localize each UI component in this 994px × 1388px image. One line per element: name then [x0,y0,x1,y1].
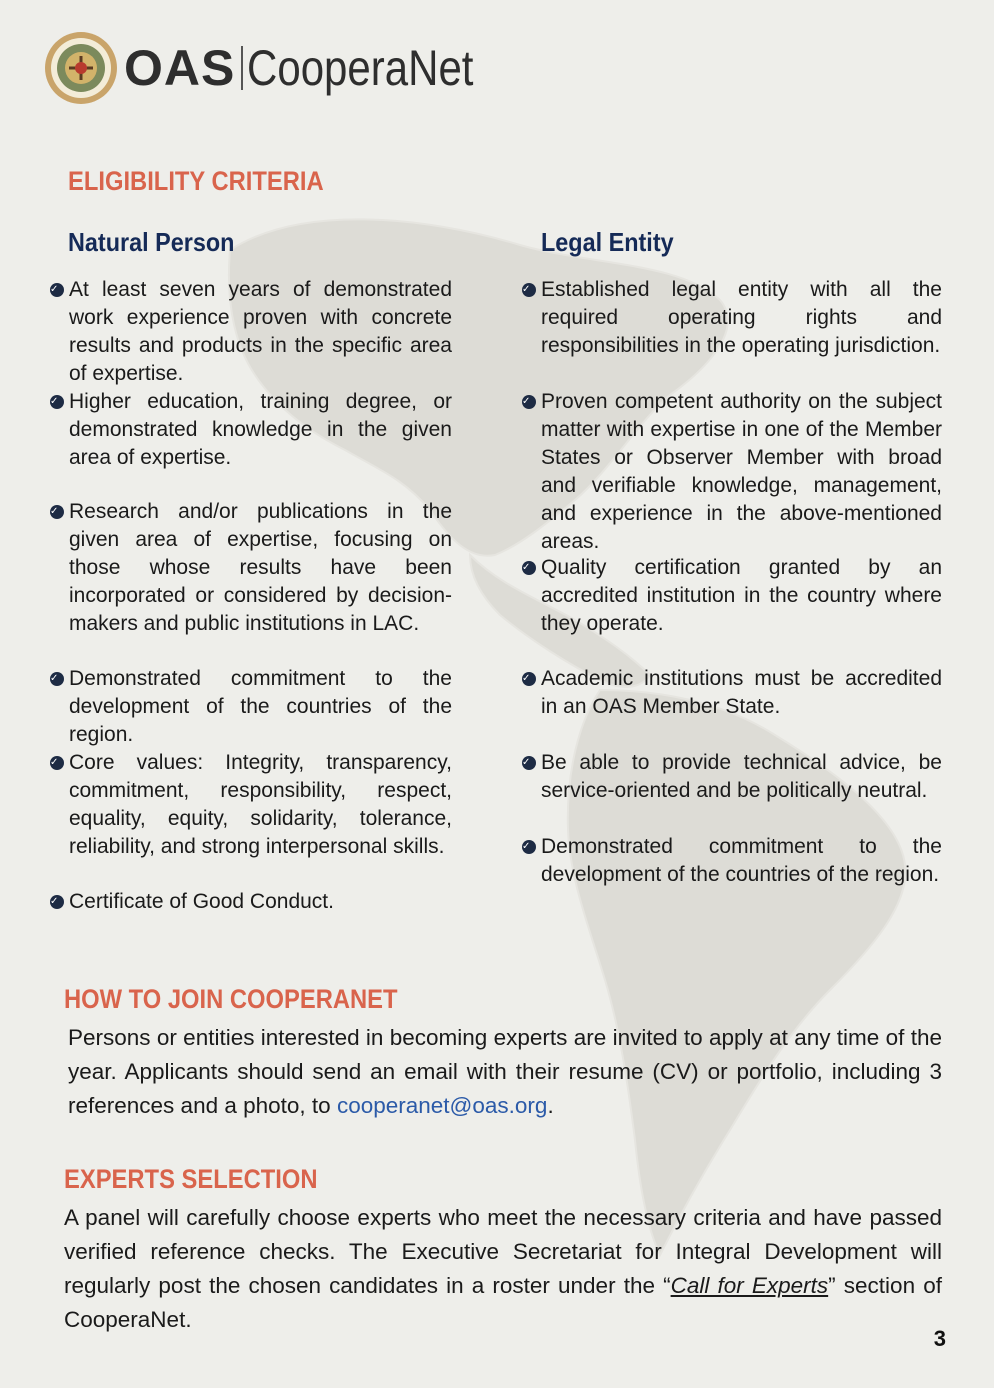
list-item: ✓ Demonstrated commitment to the development of the countries of the region. [522,835,942,886]
call-for-experts-link[interactable]: Call for Experts [670,1273,829,1298]
list-item: ✓ Higher education, training degree, or demonstrated knowledge in the given area of expertise. [50,390,452,469]
how-to-join-title: HOW TO JOIN COOPERANET [64,984,398,1014]
list-item: ✓ Research and/or publications in the given area of expertise, focusing on those whose results have been incorporated or considered by decision-makers and public institutions in LAC. [50,500,452,635]
check-bullet-icon: ✓ [522,283,536,297]
brand-wordmark [124,39,517,97]
check-bullet-icon: ✓ [522,840,536,854]
eligibility-title: ELIGIBILITY CRITERIA [68,166,324,196]
check-bullet-icon: ✓ [522,561,536,575]
list-item: ✓ Quality certification granted by an accredited institution in the country where they operate. [522,556,942,635]
list-item: ✓ Proven competent authority on the subject matter with expertise in one of the Member States or Observer Member with broad and verifiable knowledge, management, and experience in the above-mentioned areas. [522,390,942,553]
check-bullet-icon: ✓ [522,395,536,409]
legal-entity-heading: Legal Entity [541,227,674,257]
check-bullet-icon: ✓ [50,505,64,519]
email-link[interactable]: cooperanet@oas.org [336,1093,548,1118]
page-number: 3 [933,1326,946,1351]
check-bullet-icon: ✓ [50,283,64,297]
oas-seal-icon [44,31,118,105]
list-item: ✓ Certificate of Good Conduct. [50,890,334,913]
list-item: ✓ Be able to provide technical advice, be service-oriented and be politically neutral. [522,751,942,802]
list-item: ✓ Demonstrated commitment to the development of the countries of the region. [50,667,452,746]
list-item: ✓ Academic institutions must be accredited in an OAS Member State. [522,667,942,718]
check-bullet-icon: ✓ [522,672,536,686]
check-bullet-icon: ✓ [50,756,64,770]
header [44,30,517,106]
natural-person-heading: Natural Person [68,227,235,257]
list-item: ✓ Established legal entity with all the required operating rights and responsibilities in the operating jurisdiction. [522,278,942,357]
experts-selection-text: A panel will carefully choose experts who meet the necessary criteria and have passed verified reference checks. The Executive Secretariat for Integral Development will regularly post the chosen candidates in a roster under the “Call for Experts” section of CooperaNet. [64,1205,942,1332]
brand-oas: OAS [124,40,236,96]
list-item: ✓ At least seven years of demonstrated work experience proven with concrete results and products in the specific area of expertise. [50,278,452,385]
list-item: ✓ Core values: Integrity, transparency, commitment, responsibility, respect, equality, equity, solidarity, tolerance, reliability, and strong interpersonal skills. [50,751,452,858]
brand-cooperanet: CooperaNet [247,40,474,96]
check-bullet-icon: ✓ [522,756,536,770]
check-bullet-icon: ✓ [50,672,64,686]
check-bullet-icon: ✓ [50,895,64,909]
how-to-join-text: Persons or entities interested in becoming experts are invited to apply at any time of the year. Applicants should send an email with their resume (CV) or portfolio, including 3 references and a photo, to cooperanet@oas.org. [68,1025,942,1118]
experts-selection-title: EXPERTS SELECTION [64,1164,318,1194]
brand-divider [241,46,243,90]
check-bullet-icon: ✓ [50,395,64,409]
